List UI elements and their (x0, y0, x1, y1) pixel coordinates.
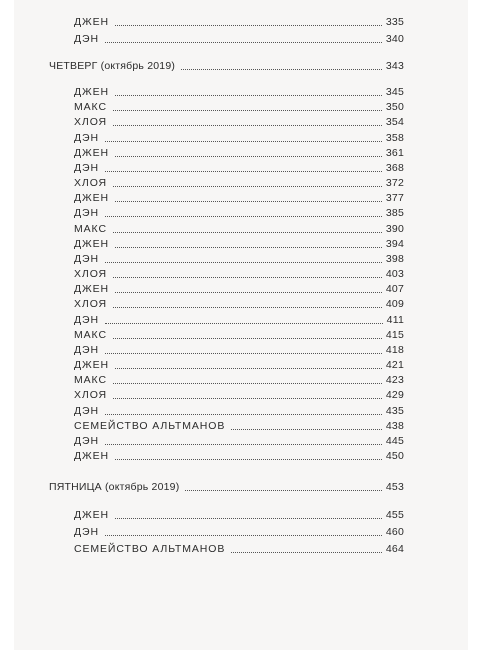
toc-entry-title: ДЭН (74, 253, 99, 265)
toc-entry-title: ДЭН (74, 33, 99, 45)
toc-entry-title: ДЖЕН (74, 147, 109, 159)
dot-leader (105, 42, 382, 43)
toc-chapter-entry (74, 12, 404, 29)
toc-page-number: 345 (385, 86, 404, 98)
toc-page-number: 423 (385, 374, 404, 386)
toc-entry-title: ДЖЕН (74, 16, 109, 28)
toc-page-number: 403 (385, 268, 404, 280)
dot-leader (105, 262, 382, 263)
toc-page-number: 354 (385, 116, 404, 128)
dot-leader (115, 201, 382, 202)
toc-entry-title: СЕМЕЙСТВО АЛЬТМАНОВ (74, 543, 226, 555)
toc-entry-title: ДЖЕН (74, 238, 109, 250)
toc-entry-title: ЧЕТВЕРГ (октябрь 2019) (49, 60, 176, 72)
toc-entry-title: ДЭН (74, 435, 99, 447)
toc-page-number: 429 (385, 389, 404, 401)
toc-entry-title: ДЖЕН (74, 192, 109, 204)
toc-page-number: 418 (385, 344, 404, 356)
toc-entry-title: ДЭН (74, 526, 99, 538)
toc-chapter-entry (74, 539, 404, 556)
dot-leader (231, 552, 382, 553)
toc-page-number: 411 (386, 314, 404, 326)
dot-leader (105, 535, 382, 536)
toc-entry-title: ХЛОЯ (74, 268, 108, 280)
toc-chapter-entry (74, 446, 404, 463)
toc-page-number: 350 (385, 101, 404, 113)
dot-leader (113, 383, 382, 384)
toc-page-number: 445 (385, 435, 404, 447)
dot-leader (105, 216, 382, 217)
toc-entry-title: ХЛОЯ (74, 389, 108, 401)
dot-leader (115, 368, 382, 369)
toc-entry-title: ДЭН (74, 405, 99, 417)
dot-leader (231, 429, 382, 430)
dot-leader (113, 110, 382, 111)
toc-page-number: 343 (385, 60, 404, 72)
dot-leader (105, 444, 382, 445)
toc-page-number: 398 (385, 253, 404, 265)
toc-page-number: 435 (385, 405, 404, 417)
toc-page-number: 409 (385, 298, 404, 310)
toc-entry-title: ДЖЕН (74, 509, 109, 521)
toc-page-number: 464 (385, 543, 404, 555)
toc-entry-title: ДЖЕН (74, 359, 109, 371)
toc-page-number: 455 (385, 509, 404, 521)
toc-page-number: 335 (385, 16, 404, 28)
toc-entry-title: ХЛОЯ (74, 177, 108, 189)
toc-page-number: 438 (385, 420, 404, 432)
dot-leader (115, 518, 382, 519)
book-page (14, 0, 468, 650)
dot-leader (113, 186, 382, 187)
toc-entry-title: ДЭН (74, 162, 99, 174)
toc-entry-title: ДЭН (74, 344, 99, 356)
toc-entry-title: СЕМЕЙСТВО АЛЬТМАНОВ (74, 420, 226, 432)
toc-chapter-entry (74, 112, 404, 129)
toc-entry-title: МАКС (74, 223, 107, 235)
toc-chapter-entry (74, 294, 404, 311)
toc-page-number: 385 (385, 207, 404, 219)
dot-leader (115, 459, 382, 460)
toc-entry-title: ДЭН (74, 207, 99, 219)
toc-entry-title: МАКС (74, 374, 107, 386)
toc-entry-title: ХЛОЯ (74, 298, 108, 310)
dot-leader (115, 156, 382, 157)
toc-page-number: 421 (385, 359, 404, 371)
toc-entry-title: ХЛОЯ (74, 116, 108, 128)
dot-leader (115, 292, 382, 293)
toc-page-number: 358 (385, 132, 404, 144)
toc-entry-title: МАКС (74, 101, 107, 113)
toc-page-number: 453 (385, 481, 404, 493)
toc-page-number: 340 (385, 33, 404, 45)
toc-chapter-entry (74, 385, 404, 402)
dot-leader (113, 307, 382, 308)
dot-leader (113, 338, 382, 339)
toc-chapter-entry (74, 29, 404, 46)
toc-page-number: 368 (385, 162, 404, 174)
dot-leader (113, 125, 382, 126)
dot-leader (105, 141, 382, 142)
toc-page-number: 390 (385, 223, 404, 235)
toc-entry-title: ПЯТНИЦА (октябрь 2019) (49, 481, 180, 493)
toc-chapter-entry (74, 522, 404, 539)
toc-entry-title: ДЖЕН (74, 86, 109, 98)
toc-chapter-entry (74, 505, 404, 522)
dot-leader (105, 171, 382, 172)
toc-page-number: 450 (385, 450, 404, 462)
toc-page-number: 372 (385, 177, 404, 189)
toc-entry-title: МАКС (74, 329, 107, 341)
dot-leader (181, 69, 382, 70)
toc-page-number: 377 (385, 192, 404, 204)
dot-leader (113, 398, 382, 399)
dot-leader (113, 232, 382, 233)
toc-entry-title: ДЖЕН (74, 283, 109, 295)
dot-leader (115, 247, 382, 248)
dot-leader (105, 414, 382, 415)
toc-page-number: 415 (385, 329, 404, 341)
dot-leader (105, 353, 382, 354)
toc-page-number: 460 (385, 526, 404, 538)
toc-entry-title: ДЭН (74, 314, 99, 326)
toc-page-number: 407 (385, 283, 404, 295)
toc-page-number: 394 (385, 238, 404, 250)
dot-leader (105, 323, 383, 324)
toc-page-number: 361 (385, 147, 404, 159)
toc-section-entry (49, 56, 404, 73)
toc-entry-title: ДЭН (74, 132, 99, 144)
dot-leader (115, 95, 382, 96)
toc-chapter-entry (74, 203, 404, 220)
dot-leader (115, 25, 382, 26)
toc-section-entry (49, 477, 404, 494)
dot-leader (113, 277, 382, 278)
dot-leader (185, 490, 381, 491)
toc-entry-title: ДЖЕН (74, 450, 109, 462)
